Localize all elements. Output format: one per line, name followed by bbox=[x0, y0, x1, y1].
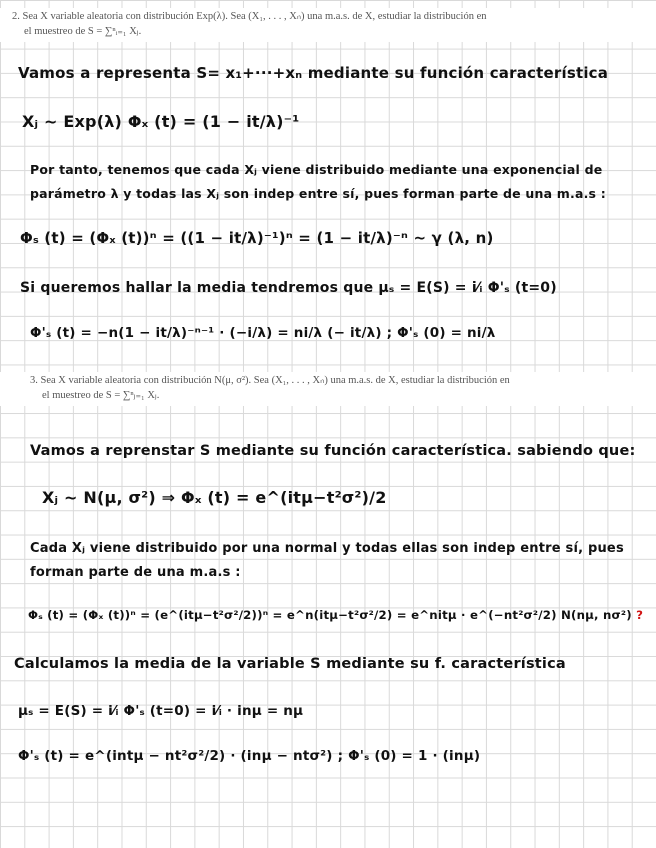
note-3-line-1: Vamos a reprenstar S mediante su función característica. sabiendo que: bbox=[30, 443, 636, 459]
note-2-line-7: Φ'ₛ (t) = −n(1 − it/λ)⁻ⁿ⁻¹ · (−i/λ) = ni/λ (− it/λ) ; Φ'ₛ (0) = ni/λ bbox=[30, 325, 496, 341]
note-3-line-8: Φ'ₛ (t) = e^(intμ − nt²σ²/2) · (inμ − ntσ²) ; Φ'ₛ (0) = 1 · (inμ) bbox=[18, 748, 481, 764]
problem-2-line-1: 2. Sea X variable aleatoria con distribución Exp(λ). Sea (X₁, . . . , Xₙ) una m.a.s. de X, estudiar la distribución en bbox=[12, 11, 487, 22]
note-3-line-5 bbox=[28, 608, 643, 622]
question-mark: ? bbox=[636, 608, 644, 622]
problem-3-line-2: el muestreo de S = ∑ⁿⱼ₌₁ Xⱼ. bbox=[42, 390, 160, 401]
note-2-line-5: Φₛ (t) = (Φₓ (t))ⁿ = ((1 − it/λ)⁻¹)ⁿ = (1 − it/λ)⁻ⁿ ~ γ (λ, n) bbox=[20, 229, 494, 247]
note-3-line-6: Calculamos la media de la variable S mediante su f. característica bbox=[14, 656, 566, 672]
problem-3-statement bbox=[0, 372, 656, 406]
note-3-line-7: μₛ = E(S) = ⅰ⁄ᵢ Φ'ₛ (t=0) = ⅰ⁄ᵢ · inμ = nμ bbox=[18, 703, 304, 719]
note-3-line-5-text: Φₛ (t) = (Φₓ (t))ⁿ = (e^(itμ−t²σ²/2))ⁿ = e^n(itμ−t²σ²/2) = e^nitμ · e^(−nt²σ²/2) N(nμ, nσ²) bbox=[28, 608, 632, 622]
problem-3-line-1: 3. Sea X variable aleatoria con distribución N(μ, σ²). Sea (X₁, . . . , Xₙ) una m.a.s. de X, estudiar la distribución en bbox=[30, 375, 510, 386]
note-2-line-1: Vamos a representa S= x₁+···+xₙ mediante su función característica bbox=[18, 64, 609, 82]
note-2-line-2: Xⱼ ~ Exp(λ) Φₓ (t) = (1 − it/λ)⁻¹ bbox=[22, 112, 300, 131]
note-2-line-3: Por tanto, tenemos que cada Xⱼ viene distribuido mediante una exponencial de bbox=[30, 162, 603, 177]
note-3-line-4: forman parte de una m.a.s : bbox=[30, 565, 241, 580]
note-2-line-4: parámetro λ y todas las Xⱼ son indep entre sí, pues forman parte de una m.a.s : bbox=[30, 186, 606, 201]
note-3-line-2: Xⱼ ~ N(μ, σ²) ⇒ Φₓ (t) = e^(itμ−t²σ²)/2 bbox=[42, 488, 387, 507]
problem-2-line-2: el muestreo de S = ∑ⁿᵢ₌₁ Xⱼ. bbox=[24, 26, 142, 37]
problem-2-statement bbox=[0, 8, 656, 42]
note-2-line-6: Si queremos hallar la media tendremos que μₛ = E(S) = ⅰ⁄ᵢ Φ'ₛ (t=0) bbox=[20, 280, 557, 296]
note-3-line-3: Cada Xⱼ viene distribuido por una normal y todas ellas son indep entre sí, pues bbox=[30, 541, 624, 556]
